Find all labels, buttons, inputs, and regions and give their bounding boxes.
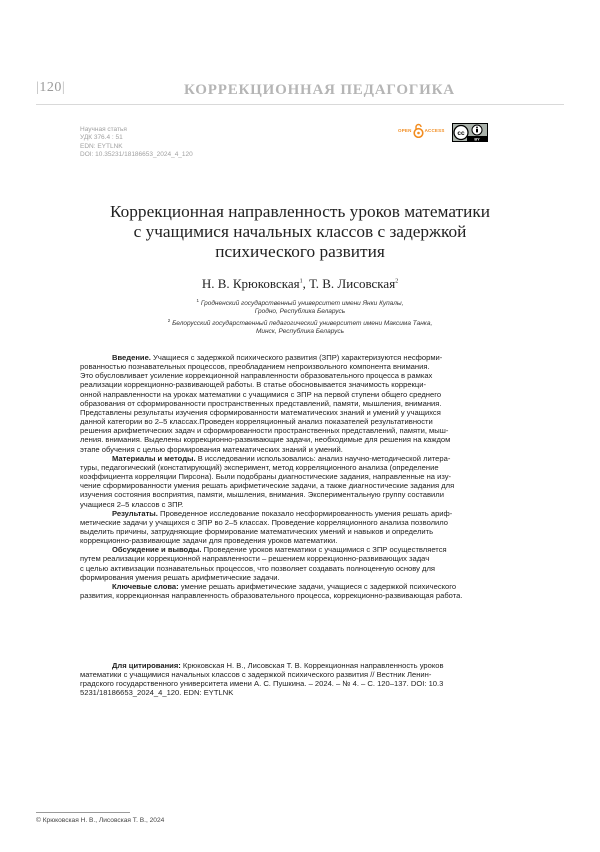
abstract-methods-label: Материалы и методы.	[112, 453, 196, 463]
abstract-line: ления. внимания. Выделены коррекционно-развивающие задачи, необходимые для решения на каждом	[80, 435, 451, 445]
abstract-line: реализации коррекционно-развивающей работы. В статье обосновывается значимость коррекци-	[80, 380, 427, 390]
affiliation-mark: 2	[167, 317, 171, 323]
abstract-line: рованностью познавательных процессов, преобладанием непроизвольного компонента внимания.	[80, 362, 430, 372]
article-meta	[80, 126, 193, 159]
udc-code: УДК 376.4 : 51	[80, 134, 123, 142]
affiliation-line: Гродненский государственный университет имени Янки Купалы,	[200, 300, 404, 308]
citation-line: градского государственного университета имени А. С. Пушкина. – 2024. – № 4. – С. 120–137. DOI: 10.3	[80, 679, 444, 689]
abstract-line: изучения состояния восприятия, памяти, мышления, внимания. Экспериментальную группу составили	[80, 490, 444, 500]
cc-label: cc	[457, 130, 465, 137]
author-name: Н. В. Крюковская	[201, 276, 300, 291]
copyright-notice: © Крюковская Н. В., Лисовская Т. В., 2024	[36, 817, 165, 824]
open-access-lock-icon	[413, 123, 424, 138]
title-line: психического развития	[215, 242, 385, 261]
citation-line: математики с учащимися начальных классов с задержкой психического развития // Вестник Ленин-	[80, 670, 432, 680]
abstract-line: Это обусловливает усиление коррекционной направленности образовательного процесса в рамках	[80, 371, 433, 381]
doi: DOI: 10.35231/18186653_2024_4_120	[80, 150, 193, 158]
section-title: КОРРЕКЦИОННАЯ ПЕДАГОГИКА	[184, 82, 455, 98]
abstract-line: Проведение уроков математики с учащимися с ЗПР осуществляется	[203, 545, 447, 555]
title-line: с учащимися начальных классов с задержкой	[133, 222, 467, 241]
open-access-badge	[398, 123, 445, 138]
article-title	[60, 202, 540, 262]
abstract-line: учащиеся 2–5 классов с ЗПР.	[80, 499, 184, 509]
affiliations	[100, 297, 500, 337]
edn-code: EDN: EYTLNK	[80, 142, 123, 150]
abstract-line: онной направленности на уроках математики с учащимися с ЗПР на первой ступени общего среднего	[80, 389, 442, 399]
title-line: Коррекционная направленность уроков математики	[109, 202, 490, 221]
abstract-line: путем реализации коррекционной направленности – решением коррекционно-развивающих задач	[80, 554, 430, 564]
abstract-line: Представлены результаты изучения сформированности математических знаний и умений у учащихся	[80, 407, 441, 417]
abstract-line: чение сформированности умения решать арифметические задачи, а также диагностические задания для	[80, 481, 455, 491]
affiliation-line: Гродно, Республика Беларусь	[254, 308, 346, 316]
abstract-results-label: Результаты.	[112, 508, 158, 518]
abstract-line: образования от сформированности пространственных представлений, памяти, мышления, внимания.	[80, 398, 442, 408]
affiliation-line: Белорусский государственный педагогический университет имени Максима Танка,	[172, 319, 433, 327]
abstract-line: данной категории во 2–5 классах.Проведен корреляционный анализ показателей результативности	[80, 417, 433, 427]
citation-label: Для цитирования:	[112, 661, 181, 670]
keywords-line: развития, коррекционная направленность образовательного процесса, коррекционно-развивающая работа.	[80, 591, 463, 601]
abstract-line: метические задачи у учащихся с ЗПР во 2–5 классах. Проведение корреляционного анализа позволило	[80, 517, 449, 527]
author-name: Т. В. Лисовская	[309, 276, 396, 291]
abstract-line: туры, педагогический (констатирующий) эксперимент, метод корреляционного анализа (определение	[80, 462, 439, 472]
article-type: Научная статья	[80, 126, 127, 133]
keywords-label: Ключевые слова:	[112, 581, 179, 591]
abstract-line: коррекционно-развивающие задачи для проведения уроков математики.	[80, 536, 338, 546]
page-number: |120|	[36, 80, 66, 95]
abstract	[80, 353, 522, 600]
footnote-divider	[36, 812, 130, 813]
abstract-line: этапе обучения с целью формирования математических знаний и умений.	[80, 444, 343, 454]
page-number-value: 120	[39, 80, 62, 95]
abstract-line: решения арифметических задач и сформированности пространственных представлений, памяти, мыш-	[80, 426, 449, 436]
cc-by-license-icon	[452, 123, 488, 142]
open-access-label-right: ACCESS	[424, 128, 445, 133]
abstract-line: с целью активизации познавательных процессов, что позволяет создавать полноценную основу для	[80, 563, 436, 573]
abstract-line: коэффициента корреляции Пирсона). Были подобраны диагностические задания, направленные на изу-	[80, 472, 452, 482]
abstract-discussion-label: Обсуждение и выводы.	[112, 545, 202, 555]
citation-block	[80, 661, 522, 698]
affiliation-mark: 2	[395, 278, 399, 285]
affiliation-line: Минск, Республика Беларусь	[255, 328, 345, 336]
citation-line: 5231/18186653_2024_4_120. EDN: EYTLNK	[80, 688, 234, 698]
open-access-label-left: OPEN	[398, 128, 412, 133]
abstract-line: В исследовании использовались: анализ научно-методической литера-	[197, 453, 451, 463]
by-label: BY	[474, 137, 480, 142]
citation-line: Крюковская Н. В., Лисовская Т. В. Коррекционная направленность уроков	[182, 661, 444, 670]
abstract-line: выделить причины, затрудняющие формирование математических умений и навыков и определить	[80, 526, 434, 536]
keywords-line: умение решать арифметические задачи, учащиеся с задержкой психического	[180, 581, 457, 591]
abstract-line: Проведенное исследование показало несформированность умения решать ариф-	[160, 508, 453, 518]
abstract-intro-label: Введение.	[112, 353, 151, 362]
authors: Н. В. Крюковская$^1$, Т. В. Лисовская$^2$	[201, 276, 399, 291]
header-divider	[36, 104, 564, 105]
affiliation-mark: 1	[299, 278, 303, 285]
affiliation-mark: 1	[196, 298, 200, 303]
abstract-line: Учащиеся с задержкой психического развития (ЗПР) характеризуются несформи-	[153, 353, 443, 362]
abstract-line: формирования умения решать арифметические задачи.	[80, 572, 280, 582]
